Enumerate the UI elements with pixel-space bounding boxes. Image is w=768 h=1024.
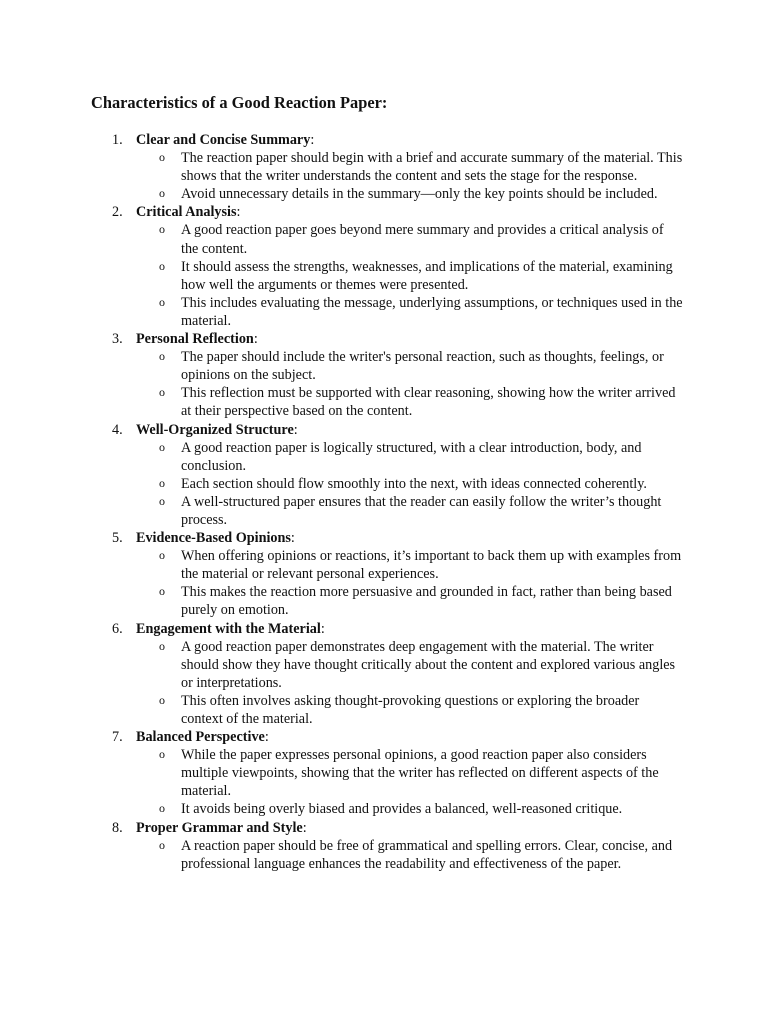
- sub-point-text: A reaction paper should be free of grammatical and spelling errors. Clear, concise, and professional language enhances the readability and effectiveness of the paper.: [181, 837, 673, 872]
- heading-colon: :: [293, 421, 298, 438]
- sub-point-text: A good reaction paper demonstrates deep engagement with the material. The writer should show they have thought critically about the content and explored various angles or interpretations.: [181, 638, 676, 691]
- characteristics-list: [0, 131, 768, 873]
- item-number: 8.: [112, 819, 123, 836]
- item-heading-line: [136, 620, 684, 638]
- sub-point: [136, 638, 684, 692]
- sub-point-text: A good reaction paper is logically structured, with a clear introduction, body, and conclusion.: [181, 439, 642, 474]
- heading-colon: :: [264, 729, 269, 746]
- item-heading: Engagement with the Material: [136, 620, 321, 637]
- bullet-icon: o: [159, 439, 165, 454]
- sub-point: [136, 384, 684, 420]
- sub-point-text: The paper should include the writer's personal reaction, such as thoughts, feelings, or opinions on the subject.: [181, 349, 664, 384]
- bullet-icon: o: [159, 258, 165, 273]
- item-heading-line: [136, 330, 684, 348]
- sub-point-text: It should assess the strengths, weaknesses, and implications of the material, examining how well the arguments or themes were presented.: [181, 258, 673, 293]
- item-number: 6.: [112, 620, 123, 637]
- item-heading-line: [136, 819, 684, 837]
- sub-point-text: This often involves asking thought-provoking questions or exploring the broader context of the material.: [181, 692, 640, 727]
- list-item: [0, 529, 684, 619]
- bullet-icon: o: [159, 638, 165, 653]
- bullet-icon: o: [159, 349, 165, 364]
- item-heading: Proper Grammar and Style: [136, 819, 303, 836]
- page-title: Characteristics of a Good Reaction Paper:: [91, 93, 388, 112]
- item-heading: Evidence-Based Opinions: [136, 530, 291, 547]
- heading-colon: :: [310, 132, 315, 148]
- item-number: 2.: [112, 204, 123, 221]
- heading-colon: :: [253, 331, 258, 348]
- sub-point: [136, 475, 684, 493]
- item-heading: Balanced Perspective: [136, 729, 265, 746]
- heading-colon: :: [302, 819, 307, 836]
- list-item: [0, 203, 684, 330]
- bullet-icon: o: [159, 186, 165, 201]
- item-heading-line: [136, 529, 684, 547]
- list-item: [0, 819, 684, 873]
- sub-point: [136, 493, 684, 529]
- sub-point: [136, 258, 684, 294]
- item-heading: Clear and Concise Summary: [136, 132, 311, 148]
- item-number: 1.: [112, 132, 123, 148]
- bullet-icon: o: [159, 493, 165, 508]
- sub-point-text: It avoids being overly biased and provides a balanced, well-reasoned critique.: [181, 801, 623, 818]
- item-heading-line: [136, 728, 684, 746]
- item-number: 3.: [112, 331, 123, 348]
- item-number: 5.: [112, 530, 123, 547]
- list-item: [0, 421, 684, 530]
- bullet-icon: o: [159, 222, 165, 237]
- sub-point: [136, 692, 684, 728]
- sub-point: [136, 583, 684, 619]
- sub-point: [136, 348, 684, 384]
- bullet-icon: o: [159, 837, 165, 852]
- sub-point: [136, 221, 684, 257]
- sub-point-text: Avoid unnecessary details in the summary—only the key points should be included.: [181, 186, 658, 203]
- sub-point-text: A good reaction paper goes beyond mere summary and provides a critical analysis of the content.: [181, 222, 664, 257]
- bullet-icon: o: [159, 584, 165, 599]
- list-item: [0, 620, 684, 729]
- bullet-icon: o: [159, 294, 165, 309]
- bullet-icon: o: [159, 747, 165, 762]
- sub-point-text: This includes evaluating the message, underlying assumptions, or techniques used in the material.: [181, 294, 683, 329]
- heading-colon: :: [290, 530, 295, 547]
- sub-point-list: [136, 638, 684, 728]
- list-item: [0, 728, 684, 818]
- list-item: [0, 330, 684, 420]
- heading-colon: :: [236, 204, 241, 221]
- list-item: [0, 131, 684, 203]
- bullet-icon: o: [159, 475, 165, 490]
- sub-point: [136, 837, 684, 873]
- item-heading-line: [136, 131, 684, 149]
- sub-point: [136, 439, 684, 475]
- sub-point-text: When offering opinions or reactions, it’s important to back them up with examples from the material or relevant personal experiences.: [181, 548, 682, 583]
- item-number: 7.: [112, 729, 123, 746]
- sub-point: [136, 149, 684, 185]
- item-heading: Well-Organized Structure: [136, 421, 294, 438]
- sub-point: [136, 800, 684, 818]
- item-heading-line: [136, 203, 684, 221]
- sub-point-list: [136, 221, 684, 330]
- sub-point-text: Each section should flow smoothly into the next, with ideas connected coherently.: [181, 475, 647, 492]
- bullet-icon: o: [159, 548, 165, 563]
- sub-point-list: [136, 837, 684, 873]
- sub-point: [136, 547, 684, 583]
- sub-point-list: [136, 547, 684, 619]
- sub-point-text: The reaction paper should begin with a brief and accurate summary of the material. This shows that the writer understands the content and sets the stage for the response.: [181, 150, 683, 185]
- bullet-icon: o: [159, 692, 165, 707]
- sub-point-list: [136, 348, 684, 420]
- heading-colon: :: [320, 620, 325, 637]
- bullet-icon: o: [159, 385, 165, 400]
- bullet-icon: o: [159, 801, 165, 816]
- sub-point-text: This reflection must be supported with clear reasoning, showing how the writer arrived at their perspective based on the content.: [181, 385, 676, 420]
- bullet-icon: o: [159, 150, 165, 165]
- item-heading: Personal Reflection: [136, 331, 254, 348]
- sub-point: [136, 185, 684, 203]
- sub-point-list: [136, 746, 684, 818]
- sub-point-text: While the paper expresses personal opinions, a good reaction paper also considers multiple viewpoints, showing that the writer has reflected on different aspects of the material.: [181, 747, 659, 800]
- sub-point-text: This makes the reaction more persuasive and grounded in fact, rather than being based purely on emotion.: [181, 584, 672, 619]
- sub-point: [136, 294, 684, 330]
- sub-point-text: A well-structured paper ensures that the reader can easily follow the writer’s thought process.: [181, 493, 662, 528]
- sub-point-list: [136, 149, 684, 203]
- sub-point-list: [136, 439, 684, 529]
- item-heading: Critical Analysis: [136, 204, 237, 221]
- item-heading-line: [136, 421, 684, 439]
- sub-point: [136, 746, 684, 800]
- item-number: 4.: [112, 421, 123, 438]
